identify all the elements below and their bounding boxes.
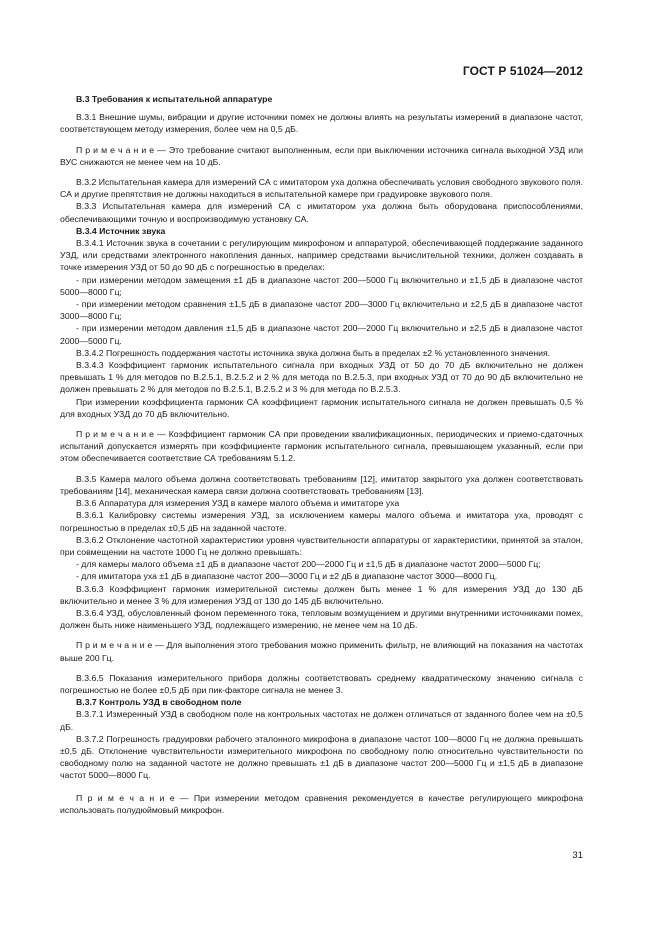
list-item-ear-simulator: - для имитатора уха ±1 дБ в диапазоне частот 200—3000 Гц и ±2 дБ в диапазоне частот 3000—8000 Гц. [76,571,498,582]
paragraph-b3-4-3: В.3.4.3 Коэффициент гармоник испытательного сигнала при входных УЗД от 50 до 70 дБ включительно не должен превышать 1 % для методов по В.2.5.1, В.2.5.2 и 2 % для метода по В.2.5.3, при входных УЗД от 70 до 90 дБ включительно не должен превышать 2 % для методов по В.2.5.1, В.2.5.2 и 3 % для метода по В.2.5.3. [60,360,583,395]
list-item-comparison: - при измерении методом сравнения ±1,5 дБ в диапазоне частот 200—3000 Гц включительно и ±2,5 дБ в диапазоне частот 3000—8000 Гц; [60,299,583,322]
paragraph-b3-6: В.3.6 Аппаратура для измерения УЗД в камере малого объема и имитаторе уха [76,498,400,509]
paragraph-b3-2: В.3.2 Испытательная камера для измерений СА с имитатором уха должна обеспечивать условия свободного звукового поля. СА и другие препятствия не должны находиться в испытательной камере при градуировке звукового поля. [60,177,583,200]
section-heading-b3-7: В.3.7 Контроль УЗД в свободном поле [76,697,242,708]
paragraph-harmonics: При измерении коэффициента гармоник СА коэффициент гармоник испытательного сигнала не должен превышать 0,5 % для входных УЗД до 70 дБ включительно. [60,396,583,419]
paragraph-b3-4-1: В.3.4.1 Источник звука в сочетании с регулирующим микрофоном и аппаратурой, обеспечивающей поддержание заданного УЗД, или средствами электронного накопления данных, например средствами вычислительной техники, должен создавать в точке измерения УЗД от 50 до 90 дБ с погрешностью в пределах: [60,238,583,273]
paragraph-b3-7-1: В.3.7.1 Измеренный УЗД в свободном поле на контрольных частотах не должен отличаться от заданного более чем на ±0,5 дБ. [60,709,583,732]
paragraph-b3-3: В.3.3 Испытательная камера для измерений СА с имитатором уха должна быть оборудована приспособлениями, обеспечивающими точную и воспроизводимую установку СА. [60,201,583,224]
paragraph-b3-6-4: В.3.6.4 УЗД, обусловленный фоном переменного тока, тепловым возмущением и другими внутренними источниками помех, должен быть ниже наименьшего УЗД, подлежащего измерению, не менее чем на 10 дБ. [60,607,583,631]
page-number: 31 [572,850,583,861]
paragraph-b3-6-5: В.3.6.5 Показания измерительного прибора должны соответствовать среднему квадратическому значению сигнала с погрешностью не более ±0,5 дБ при пик-факторе сигнала не менее 3. [60,672,583,695]
paragraph-b3-6-1: В.3.6.1 Калибровку системы измерения УЗД, за исключением камеры малого объема и имитатора уха, проводят с погрешностью в пределах ±0,5 дБ на заданной частоте. [60,510,583,533]
section-heading-b3: В.3 Требования к испытательной аппаратуре [76,94,273,104]
list-item-small-volume-chamber: - для камеры малого объема ±1 дБ в диапазоне частот 200—2000 Гц и ±1,5 дБ в диапазоне частот 2000—5000 Гц; [76,559,541,570]
paragraph-b3-7-2: В.3.7.2 Погрешность градуировки рабочего эталонного микрофона в диапазоне частот 100—8000 Гц не должна превышать ±0,5 дБ. Отклонение чувствительности измерительного микрофона по свободному полю относительно чувствительности по свободному полю на заданной частоте не должно превышать ±1 дБ в диапазоне частот 200—5000 Гц и ±1,5 дБ в диапазоне частот 5000—8000 Гц. [60,733,583,781]
note-b3-4: П р и м е ч а н и е — Коэффициент гармоник СА при проведении квалификационных, периодических и приемо-сдаточных испытаний допускается измерять при коэффициенте гармоник испытательного сигнала, превышающем указанный, если при этом обеспечивается соответствие СА требованиям 5.1.2. [60,429,583,464]
list-item-pressure: - при измерении методом давления ±1,5 дБ в диапазоне частот 200—2000 Гц включительно и ±2,5 дБ в диапазоне частот 2000—5000 Гц. [60,323,583,346]
paragraph-b3-6-3: В.3.6.3 Коэффициент гармоник измерительной системы должен быть менее 1 % для измерения УЗД до 130 дБ включительно и менее 3 % для измерения УЗД от 130 до 145 дБ включительно. [60,583,583,606]
list-item-substitution: - при измерении методом замещения ±1 дБ в диапазоне частот 200—5000 Гц включительно и ±1,5 дБ в диапазоне частот 5000—8000 Гц; [60,274,583,297]
note-b3-1: П р и м е ч а н и е — Это требование считают выполненным, если при выключении источника сигнала выходной УЗД или ВУС снижаются не менее чем на 10 дБ. [60,144,583,167]
note-b3-6: П р и м е ч а н и е — Для выполнения этого требования можно применить фильтр, не влияющий на показания на частотах выше 200 Гц. [60,640,583,663]
document-body [60,93,583,816]
note-b3-7: П р и м е ч а н и е — При измерении методом сравнения рекомендуется в качестве регулирующего микрофона использовать полудюймовый микрофон. [60,792,583,815]
paragraph-b3-6-2: В.3.6.2 Отклонение частотной характеристики уровня чувствительности аппаратуры от характеристики, принятой за эталон, при совмещении на частоте 1000 Гц не должно превышать: [60,534,583,557]
document-header: ГОСТ Р 51024—2012 [462,64,583,78]
section-heading-b3-4: В.3.4 Источник звука [76,225,166,236]
paragraph-b3-4-2: В.3.4.2 Погрешность поддержания частоты источника звука должна быть в пределах ±2 % установленного значения. [76,347,551,358]
paragraph-b3-5: В.3.5 Камера малого объема должна соответствовать требованиям [12], имитатор закрытого уха должен соответствовать требованиям [14], механическая камера связи должна соответствовать требованиям [13]. [60,473,583,496]
paragraph-b3-1: В.3.1 Внешние шумы, вибрации и другие источники помех не должны влиять на результаты измерений в диапазоне частот, соответствующем методу измерения, более чем на 0,5 дБ. [60,112,583,135]
